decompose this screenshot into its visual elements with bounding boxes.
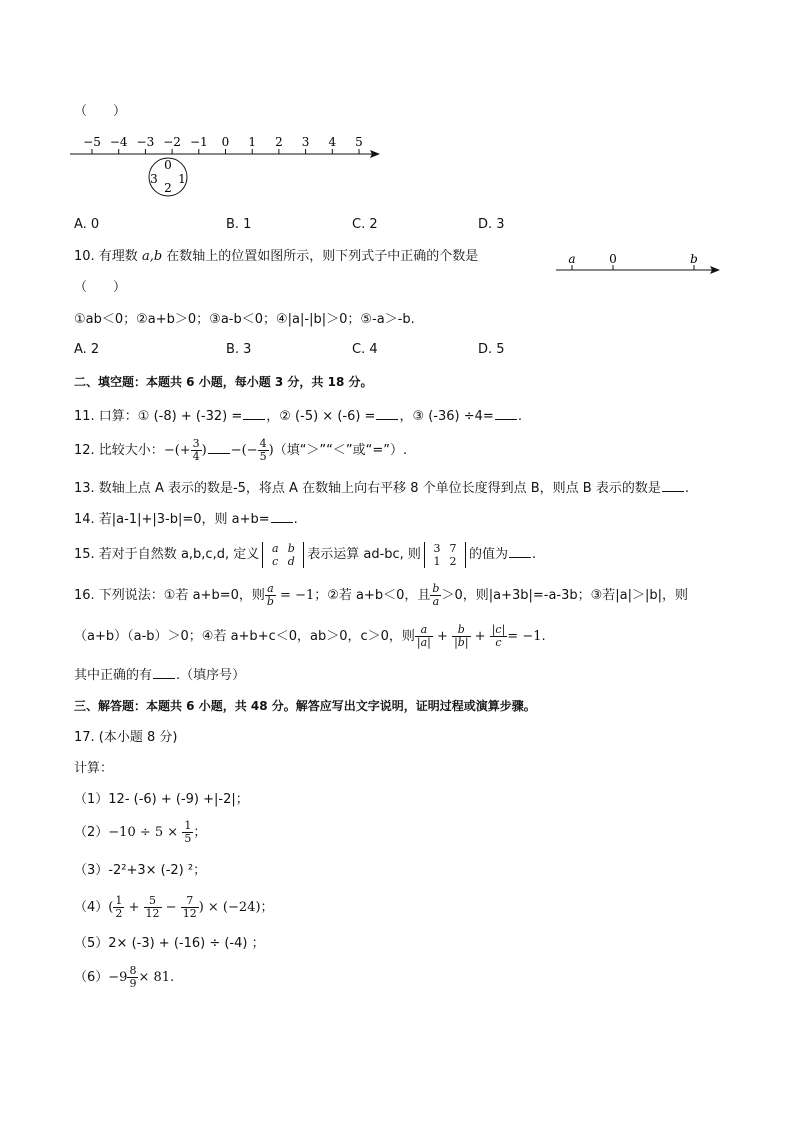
q16-blank[interactable]	[153, 666, 175, 679]
q11-blank-1[interactable]	[243, 407, 265, 420]
q17-part-2: （2）−10 ÷ 5 × $\frac{1}{5}$ ；	[74, 819, 207, 845]
section-2-heading: 二、填空题：本题共 6 小题，每小题 3 分，共 18 分。	[74, 375, 373, 389]
q10-option-d: D. 5	[478, 342, 505, 357]
q17-calc: 计算：	[74, 761, 114, 776]
q10-number-line	[552, 250, 728, 280]
q14-blank[interactable]	[271, 510, 293, 523]
q12: 12. 比较大小：−(+ $\frac{3}{4}$ ) −(− $\frac{4}{5}$ )（填“＞”“＜”或“=”）.	[74, 437, 408, 463]
q9-tick-label: 5	[355, 135, 363, 149]
q9-option-d: D. 3	[478, 217, 505, 232]
q14: 14. 若|a-1|+|3-b|=0，则 a+b= .	[74, 512, 298, 527]
q9-circle-digit-right: 1	[178, 172, 186, 186]
q10-items: ①ab＜0；②a+b＞0；③a-b＜0；④|a|-|b|＞0；⑤-a＞-b.	[74, 312, 415, 327]
q10-option-b: B. 3	[226, 342, 252, 357]
q17-part-4: （4）( $\frac{1}{2}$ + $\frac{5}{12}$ − $\frac{7}{12}$ ) × (−24)；	[74, 894, 274, 920]
q16-line-1: 16. 下列说法：①若 a+b=0，则 $\frac{a}{b}$ = −1；②若 a+b＜0，且 $\frac{b}{a}$ ＞0，则|a+3b|=-a-3b；③若|a|＞|b|，则	[74, 582, 689, 608]
q11: 11. 口算：① (-8) + (-32) = ，② (-5) × (-6) = ，③ (-36) ÷4= .	[74, 409, 522, 424]
q9-tick-label: −3	[136, 135, 155, 149]
q9-circle-digit-left: 3	[150, 172, 158, 186]
q9-option-b: B. 1	[226, 217, 252, 232]
q9-tick-label: 0	[221, 135, 230, 149]
q16-line-2: （a+b）（a-b）＞0；④若 a+b+c＜0，ab＞0，c＞0，则 $\frac{a}{|a|}$ + $\frac{b}{|b|}$ + $\frac{|c|}{c}$ = −1.	[74, 623, 546, 649]
q9-tick-label: 2	[275, 135, 283, 149]
q17-part-5: （5）2× (-3) + (-16) ÷ (-4) ；	[74, 936, 265, 951]
q9-tick-label: 4	[328, 135, 337, 149]
q9-tick-label: −5	[83, 135, 101, 149]
q17-part-6: （6）−9 $\frac{8}{9}$ × 81.	[74, 964, 175, 990]
q9-tick-label: −4	[109, 135, 128, 149]
q10-axis-a: a	[568, 252, 576, 266]
q15: 15. 若对于自然数 a,b,c,d, 定义 a b c d 表示运算 ad-bc, 则 3 7 1 2 的值为 .	[74, 541, 537, 568]
section-3-heading: 三、解答题：本题共 6 小题，共 48 分。解答应写出文字说明，证明过程或演算步骤。	[74, 699, 536, 713]
q9-option-a: A. 0	[74, 217, 100, 232]
q9-tick-label: −2	[163, 135, 181, 149]
q15-blank[interactable]	[509, 545, 531, 558]
q13-blank[interactable]	[662, 479, 684, 492]
q9-tick-label: 1	[248, 135, 257, 149]
q17-part-1: （1）12- (-6) + (-9) +|-2|；	[74, 792, 249, 807]
q9-circle-digit-bottom: 2	[164, 181, 172, 195]
q9-circle-digit-top: 0	[164, 158, 172, 172]
q16-line-3: 其中正确的有 .（填序号）	[74, 668, 246, 683]
q10-axis-b: b	[690, 252, 698, 266]
q9-number-line	[66, 130, 386, 200]
q10-option-c: C. 4	[352, 342, 378, 357]
q9-paren: （ ）	[74, 104, 127, 119]
q10-paren: （ ）	[74, 280, 127, 295]
q11-blank-3[interactable]	[495, 407, 517, 420]
q13: 13. 数轴上点 A 表示的数是-5，将点 A 在数轴上向右平移 8 个单位长度得到点 B，则点 B 表示的数是 .	[74, 481, 689, 496]
q17-title: 17. (本小题 8 分)	[74, 730, 178, 745]
q9-tick-label: 3	[301, 135, 310, 149]
q9-option-c: C. 2	[352, 217, 378, 232]
q15-determinant-abcd: a b c d	[262, 542, 304, 568]
q12-blank[interactable]	[208, 441, 230, 454]
q9-tick-label: −1	[189, 135, 208, 149]
q15-determinant-3712: 3 7 1 2	[424, 542, 466, 568]
q11-blank-2[interactable]	[376, 407, 398, 420]
q10-option-a: A. 2	[74, 342, 100, 357]
q17-part-3: （3）-2²+3× (-2) ²；	[74, 863, 207, 878]
q10-stem: 10. 有理数 a,b 在数轴上的位置如图所示，则下列式子中正确的个数是	[74, 249, 479, 264]
q10-axis-0: 0	[609, 252, 617, 266]
